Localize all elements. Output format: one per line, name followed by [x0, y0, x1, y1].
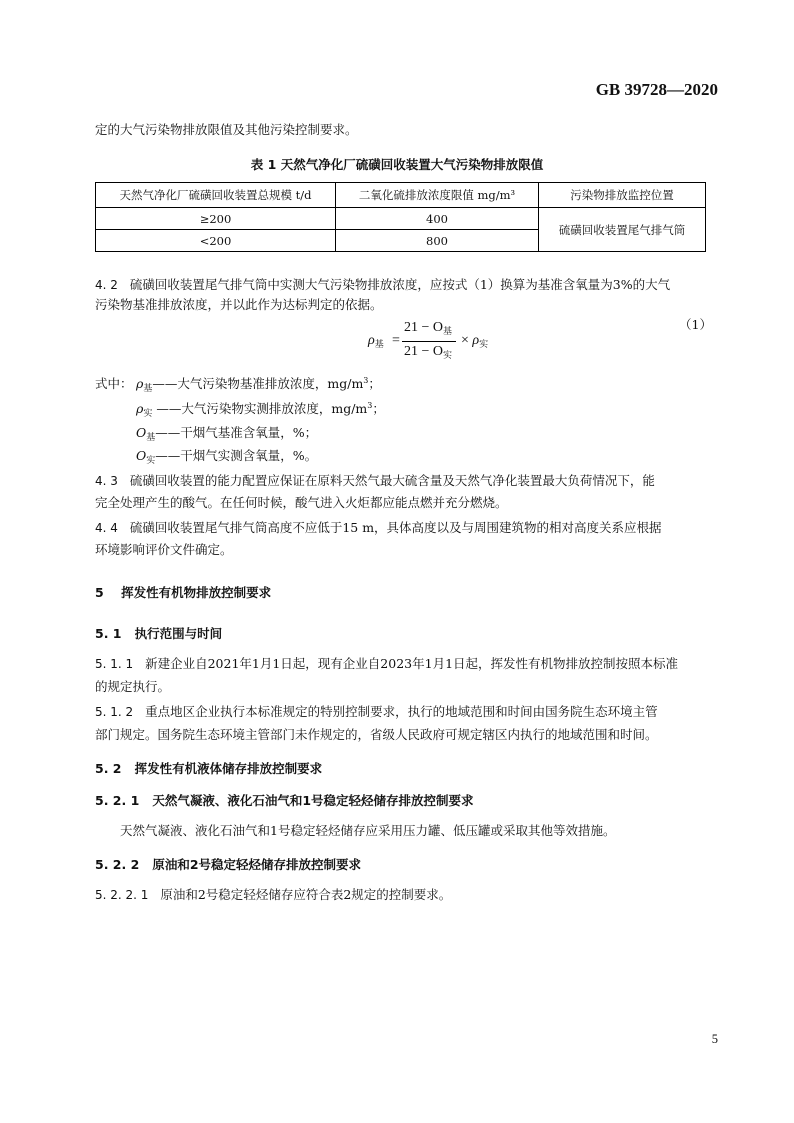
clause-4-4-line2: 环境影响评价文件确定。 — [95, 542, 233, 557]
section-number: 5. 1 — [95, 626, 122, 641]
clause-number: 5. 1. 2 — [95, 705, 134, 719]
section-number: 5. 2. 2 — [95, 857, 140, 872]
row-limit: 800 — [336, 230, 539, 252]
header-scale: 天然气净化厂硫磺回收装置总规模 t/d — [96, 183, 336, 208]
clause-text-line1: 新建企业自2021年1月1日起，现有企业自2023年1月1日起，挥发性有机物排放控制按照本标准 — [145, 656, 679, 671]
table-header-row — [96, 183, 706, 208]
clause-number: 4. 2 — [95, 278, 118, 292]
formula-equals: = — [392, 333, 400, 348]
header-monitor-location: 污染物排放监控位置 — [539, 183, 706, 208]
formula-numerator — [404, 320, 452, 337]
section-title: 挥发性有机物排放控制要求 — [121, 585, 272, 600]
formula-rho-symbol: ρ — [368, 333, 375, 348]
section-number: 5. 2 — [95, 761, 122, 776]
clause-4-3-line2: 完全处理产生的酸气。在任何时候，酸气进入火炬都应能点燃并充分燃烧。 — [95, 495, 508, 510]
clause-5-1-1-line2: 的规定执行。 — [95, 679, 171, 694]
definition-symbol: O — [136, 425, 147, 440]
header-limit: 二氧化硫排放浓度限值 mg/m³ — [336, 183, 539, 208]
clause-4-3 — [95, 471, 655, 491]
section-5-2-heading — [95, 759, 322, 777]
section-number: 5. 2. 1 — [95, 793, 140, 808]
clause-5-1-1 — [95, 654, 678, 674]
clause-5-2-2-1 — [95, 885, 451, 905]
section-number: 5 — [95, 585, 104, 600]
clause-5-1-2 — [95, 702, 658, 722]
definition-text: ——大气污染物基准排放浓度，mg/m — [152, 376, 364, 391]
definition-item — [136, 423, 317, 443]
clause-text-line1: 硫磺回收装置尾气排气筒中实测大气污染物排放浓度，应按式（1）换算为基准含氧量为3%的大气 — [129, 277, 671, 292]
definition-item — [136, 399, 385, 419]
formula-denominator — [404, 344, 452, 361]
definition-text: ——干烟气基准含氧量，%； — [155, 425, 318, 440]
standard-code: GB 39728—2020 — [595, 80, 718, 99]
section-5-2-1-heading — [95, 791, 474, 809]
section-title: 执行范围与时间 — [134, 626, 223, 641]
clause-number: 5. 2. 2. 1 — [95, 888, 149, 902]
definition-item — [136, 374, 381, 394]
section-title: 天然气凝液、液化石油气和1号稳定轻烃储存排放控制要求 — [152, 793, 474, 808]
clause-5-1-2-line2: 部门规定。国务院生态环境主管部门未作规定的，省级人民政府可规定辖区内执行的地域范围和时间。 — [95, 727, 658, 742]
formula-lhs — [368, 333, 384, 350]
definition-item — [136, 446, 317, 466]
formula-rho-measured: ρ — [472, 333, 480, 348]
definition-symbol: ρ — [136, 401, 144, 416]
section-title: 挥发性有机液体储存排放控制要求 — [134, 761, 323, 776]
clause-number: 5. 1. 1 — [95, 657, 134, 671]
clause-text: 原油和2号稳定轻烃储存应符合表2规定的控制要求。 — [160, 887, 452, 902]
fraction-bar — [402, 341, 456, 342]
row-scale: <200 — [96, 230, 336, 252]
formula-rho-subscript: 实 — [479, 340, 489, 350]
section-5-2-2-heading — [95, 855, 361, 873]
intro-line: 定的大气污染物排放限值及其他污染控制要求。 — [95, 122, 358, 137]
clause-text-line1: 硫磺回收装置尾气排气筒高度不应低于15 m，具体高度以及与周围建筑物的相对高度关系应根据 — [129, 520, 662, 535]
clause-4-2 — [95, 275, 670, 295]
monitor-location-cell: 硫磺回收装置尾气排气筒 — [539, 208, 706, 252]
clause-text-line1: 硫磺回收装置的能力配置应保证在原料天然气最大硫含量及天然气净化装置最大负荷情况下，能 — [129, 473, 655, 488]
formula-numerator-subscript: 基 — [443, 327, 453, 337]
definition-sup: 3 — [367, 400, 373, 410]
table-caption: 表 1 天然气净化厂硫磺回收装置大气污染物排放限值 — [250, 157, 544, 172]
section-5-heading — [95, 583, 271, 601]
emission-limits-table — [95, 182, 706, 252]
definition-text: ——大气污染物实测排放浓度，mg/m — [152, 401, 368, 416]
clause-4-4 — [95, 518, 662, 538]
definition-subscript: 基 — [146, 433, 156, 443]
definition-prefix: 式中： — [95, 376, 133, 391]
formula-times: × — [461, 333, 469, 348]
formula-denominator-text: 21 − O — [404, 344, 444, 359]
formula-number: （1） — [679, 317, 712, 332]
clause-number: 4. 4 — [95, 521, 118, 535]
definition-end: ； — [368, 376, 381, 391]
clause-number: 4. 3 — [95, 474, 118, 488]
page-number: 5 — [711, 1032, 718, 1046]
clause-5-2-1-body: 天然气凝液、液化石油气和1号稳定轻烃储存应采用压力罐、低压罐或采取其他等效措施。 — [120, 823, 616, 838]
formula-lhs-subscript: 基 — [374, 340, 384, 350]
section-5-1-heading — [95, 624, 222, 642]
row-scale: ≥200 — [96, 208, 336, 230]
definition-symbol: ρ — [136, 376, 144, 391]
definition-sup: 3 — [363, 375, 369, 385]
formula-rhs — [461, 333, 488, 350]
formula-denominator-subscript: 实 — [443, 351, 453, 361]
table-row — [96, 208, 706, 230]
definition-subscript: 实 — [143, 409, 153, 419]
formula-numerator-text: 21 − O — [404, 320, 444, 335]
section-title: 原油和2号稳定轻烃储存排放控制要求 — [152, 857, 362, 872]
clause-4-2-line2: 污染物基准排放浓度，并以此作为达标判定的依据。 — [95, 297, 383, 312]
definition-symbol: O — [136, 448, 147, 463]
definition-subscript: 实 — [146, 456, 156, 466]
clause-text-line1: 重点地区企业执行本标准规定的特别控制要求，执行的地域范围和时间由国务院生态环境主管 — [145, 704, 658, 719]
definition-end: ； — [372, 401, 385, 416]
definition-text: ——干烟气实测含氧量，%。 — [155, 448, 318, 463]
definition-subscript: 基 — [143, 384, 153, 394]
row-limit: 400 — [336, 208, 539, 230]
